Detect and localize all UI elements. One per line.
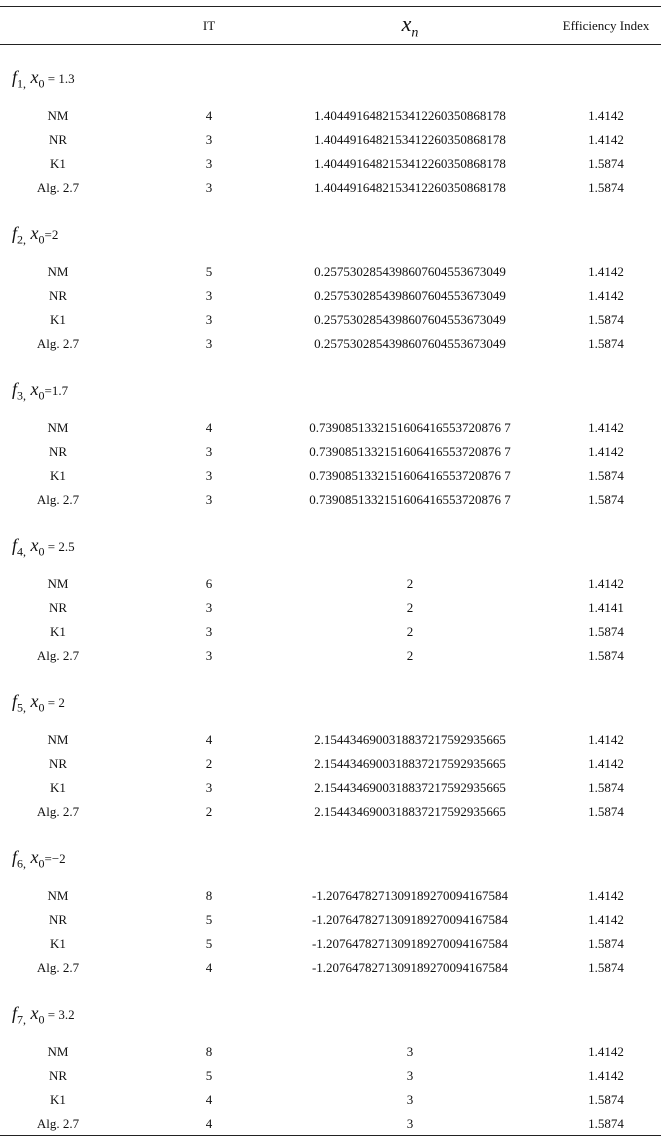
initial-guess-subscript: 0 bbox=[38, 232, 45, 247]
function-label bbox=[12, 690, 65, 719]
method-cell: K1 bbox=[50, 468, 66, 483]
it-cell: 2 bbox=[205, 756, 213, 771]
xn-cell: 3 bbox=[406, 1044, 414, 1059]
function-label bbox=[12, 534, 75, 563]
method-cell: Alg. 2.7 bbox=[36, 1116, 80, 1131]
initial-guess-value: = 2 bbox=[44, 695, 65, 710]
it-cell: 3 bbox=[205, 312, 213, 327]
efficiency-cell: 1.4142 bbox=[588, 288, 624, 303]
method-cell: Alg. 2.7 bbox=[36, 648, 80, 663]
xn-cell: 2 bbox=[406, 600, 414, 615]
efficiency-cell: 1.4142 bbox=[588, 756, 624, 771]
function-name: f bbox=[12, 1003, 18, 1023]
xn-cell: 1.4044916482153412260350868178 bbox=[314, 108, 506, 123]
efficiency-cell: 1.4142 bbox=[588, 444, 624, 459]
xn-cell: 0.7390851332151606416553720876 7 bbox=[309, 420, 511, 435]
it-cell: 2 bbox=[205, 804, 213, 819]
it-cell: 5 bbox=[205, 264, 213, 279]
method-cell: NR bbox=[48, 756, 68, 771]
header-rule bbox=[0, 44, 661, 45]
xn-cell: 2 bbox=[406, 648, 414, 663]
it-cell: 3 bbox=[205, 288, 213, 303]
it-cell: 3 bbox=[205, 492, 213, 507]
efficiency-cell: 1.4142 bbox=[588, 576, 624, 591]
function-name: f bbox=[12, 847, 18, 867]
function-subscript: 2, bbox=[17, 232, 27, 247]
function-subscript: 1, bbox=[17, 76, 27, 91]
initial-guess-value: = 2.5 bbox=[44, 539, 75, 554]
method-cell: NR bbox=[48, 288, 68, 303]
function-label bbox=[12, 1002, 75, 1031]
xn-cell: -1.2076478271309189270094167584 bbox=[311, 936, 509, 951]
method-cell: K1 bbox=[50, 936, 66, 951]
it-cell: 3 bbox=[205, 444, 213, 459]
function-label bbox=[12, 846, 66, 875]
efficiency-cell: 1.5874 bbox=[588, 312, 624, 327]
xn-cell: 2.1544346900318837217592935665 bbox=[314, 804, 506, 819]
method-cell: NR bbox=[48, 1068, 68, 1083]
it-cell: 5 bbox=[205, 912, 213, 927]
xn-cell: 0.2575302854398607604553673049 bbox=[314, 336, 506, 351]
it-cell: 6 bbox=[205, 576, 213, 591]
it-cell: 3 bbox=[205, 780, 213, 795]
it-cell: 5 bbox=[205, 936, 213, 951]
initial-guess-value: = 1.3 bbox=[44, 71, 75, 86]
function-label bbox=[12, 66, 75, 95]
it-cell: 4 bbox=[205, 1092, 213, 1107]
xn-cell: 1.4044916482153412260350868178 bbox=[314, 132, 506, 147]
it-cell: 3 bbox=[205, 336, 213, 351]
header-xn-var: x bbox=[401, 11, 412, 36]
efficiency-cell: 1.4142 bbox=[588, 732, 624, 747]
function-subscript: 7, bbox=[17, 1012, 27, 1027]
it-cell: 4 bbox=[205, 732, 213, 747]
it-cell: 3 bbox=[205, 132, 213, 147]
function-name: f bbox=[12, 223, 18, 243]
xn-cell: -1.2076478271309189270094167584 bbox=[311, 960, 509, 975]
method-cell: Alg. 2.7 bbox=[36, 336, 80, 351]
efficiency-cell: 1.5874 bbox=[588, 492, 624, 507]
method-cell: NM bbox=[47, 264, 69, 279]
header-efficiency-index: Efficiency Index bbox=[562, 18, 650, 33]
method-cell: NR bbox=[48, 132, 68, 147]
efficiency-cell: 1.5874 bbox=[588, 1092, 624, 1107]
method-cell: NR bbox=[48, 444, 68, 459]
efficiency-cell: 1.4141 bbox=[588, 600, 624, 615]
xn-cell: 3 bbox=[406, 1116, 414, 1131]
initial-guess-value: =−2 bbox=[44, 851, 66, 866]
initial-guess-var: x bbox=[30, 847, 39, 867]
it-cell: 3 bbox=[205, 156, 213, 171]
function-name: f bbox=[12, 691, 18, 711]
xn-cell: 0.7390851332151606416553720876 7 bbox=[309, 444, 511, 459]
method-cell: Alg. 2.7 bbox=[36, 180, 80, 195]
function-subscript: 3, bbox=[17, 388, 27, 403]
efficiency-cell: 1.5874 bbox=[588, 1116, 624, 1131]
xn-cell: 0.2575302854398607604553673049 bbox=[314, 288, 506, 303]
xn-cell: 0.7390851332151606416553720876 7 bbox=[309, 468, 511, 483]
function-subscript: 5, bbox=[17, 700, 27, 715]
method-cell: NM bbox=[47, 888, 69, 903]
xn-cell: 3 bbox=[406, 1092, 414, 1107]
efficiency-cell: 1.5874 bbox=[588, 780, 624, 795]
xn-cell: 2.1544346900318837217592935665 bbox=[314, 756, 506, 771]
method-cell: NM bbox=[47, 732, 69, 747]
xn-cell: 3 bbox=[406, 1068, 414, 1083]
method-cell: Alg. 2.7 bbox=[36, 804, 80, 819]
header-xn bbox=[260, 12, 560, 45]
efficiency-cell: 1.5874 bbox=[588, 960, 624, 975]
it-cell: 8 bbox=[205, 1044, 213, 1059]
initial-guess-subscript: 0 bbox=[38, 76, 45, 91]
it-cell: 3 bbox=[205, 600, 213, 615]
method-cell: NM bbox=[47, 108, 69, 123]
function-subscript: 6, bbox=[17, 856, 27, 871]
xn-cell: 2.1544346900318837217592935665 bbox=[314, 732, 506, 747]
it-cell: 4 bbox=[205, 960, 213, 975]
method-cell: K1 bbox=[50, 1092, 66, 1107]
it-cell: 8 bbox=[205, 888, 213, 903]
efficiency-cell: 1.5874 bbox=[588, 336, 624, 351]
initial-guess-subscript: 0 bbox=[38, 700, 45, 715]
initial-guess-value: =1.7 bbox=[44, 383, 69, 398]
function-label bbox=[12, 378, 68, 407]
efficiency-cell: 1.5874 bbox=[588, 804, 624, 819]
top-rule bbox=[0, 6, 661, 7]
xn-cell: 0.2575302854398607604553673049 bbox=[314, 264, 506, 279]
xn-cell: 2 bbox=[406, 576, 414, 591]
method-cell: NM bbox=[47, 420, 69, 435]
function-name: f bbox=[12, 379, 18, 399]
initial-guess-subscript: 0 bbox=[38, 1012, 45, 1027]
it-cell: 3 bbox=[205, 648, 213, 663]
method-cell: Alg. 2.7 bbox=[36, 492, 80, 507]
it-cell: 5 bbox=[205, 1068, 213, 1083]
efficiency-cell: 1.5874 bbox=[588, 468, 624, 483]
it-cell: 4 bbox=[205, 420, 213, 435]
efficiency-cell: 1.5874 bbox=[588, 648, 624, 663]
function-name: f bbox=[12, 67, 18, 87]
initial-guess-subscript: 0 bbox=[38, 856, 45, 871]
xn-cell: 2 bbox=[406, 624, 414, 639]
efficiency-cell: 1.4142 bbox=[588, 888, 624, 903]
method-cell: K1 bbox=[50, 312, 66, 327]
initial-guess-var: x bbox=[30, 223, 39, 243]
xn-cell: 2.1544346900318837217592935665 bbox=[314, 780, 506, 795]
efficiency-cell: 1.4142 bbox=[588, 132, 624, 147]
method-cell: NR bbox=[48, 600, 68, 615]
efficiency-cell: 1.5874 bbox=[588, 180, 624, 195]
initial-guess-var: x bbox=[30, 67, 39, 87]
function-label bbox=[12, 222, 58, 251]
function-name: f bbox=[12, 535, 18, 555]
xn-cell: -1.2076478271309189270094167584 bbox=[311, 912, 509, 927]
xn-cell: -1.2076478271309189270094167584 bbox=[311, 888, 509, 903]
efficiency-cell: 1.5874 bbox=[588, 624, 624, 639]
method-cell: NM bbox=[47, 576, 69, 591]
efficiency-cell: 1.5874 bbox=[588, 936, 624, 951]
method-cell: NM bbox=[47, 1044, 69, 1059]
initial-guess-subscript: 0 bbox=[38, 388, 45, 403]
method-cell: Alg. 2.7 bbox=[36, 960, 80, 975]
initial-guess-var: x bbox=[30, 379, 39, 399]
efficiency-cell: 1.4142 bbox=[588, 264, 624, 279]
initial-guess-value: = 3.2 bbox=[44, 1007, 75, 1022]
it-cell: 3 bbox=[205, 180, 213, 195]
efficiency-cell: 1.4142 bbox=[588, 108, 624, 123]
efficiency-cell: 1.5874 bbox=[588, 156, 624, 171]
efficiency-cell: 1.4142 bbox=[588, 1068, 624, 1083]
xn-cell: 1.4044916482153412260350868178 bbox=[314, 180, 506, 195]
method-cell: K1 bbox=[50, 780, 66, 795]
header-it: IT bbox=[202, 18, 216, 33]
method-cell: K1 bbox=[50, 624, 66, 639]
initial-guess-var: x bbox=[30, 691, 39, 711]
initial-guess-var: x bbox=[30, 535, 39, 555]
method-cell: NR bbox=[48, 912, 68, 927]
initial-guess-var: x bbox=[30, 1003, 39, 1023]
method-cell: K1 bbox=[50, 156, 66, 171]
initial-guess-value: =2 bbox=[44, 227, 59, 242]
efficiency-cell: 1.4142 bbox=[588, 1044, 624, 1059]
efficiency-cell: 1.4142 bbox=[588, 912, 624, 927]
xn-cell: 1.4044916482153412260350868178 bbox=[314, 156, 506, 171]
initial-guess-subscript: 0 bbox=[38, 544, 45, 559]
xn-cell: 0.7390851332151606416553720876 7 bbox=[309, 492, 511, 507]
efficiency-cell: 1.4142 bbox=[588, 420, 624, 435]
bottom-rule bbox=[0, 1135, 661, 1136]
it-cell: 4 bbox=[205, 108, 213, 123]
header-xn-sub: n bbox=[411, 25, 419, 41]
function-subscript: 4, bbox=[17, 544, 27, 559]
it-cell: 3 bbox=[205, 624, 213, 639]
it-cell: 3 bbox=[205, 468, 213, 483]
it-cell: 4 bbox=[205, 1116, 213, 1131]
xn-cell: 0.2575302854398607604553673049 bbox=[314, 312, 506, 327]
